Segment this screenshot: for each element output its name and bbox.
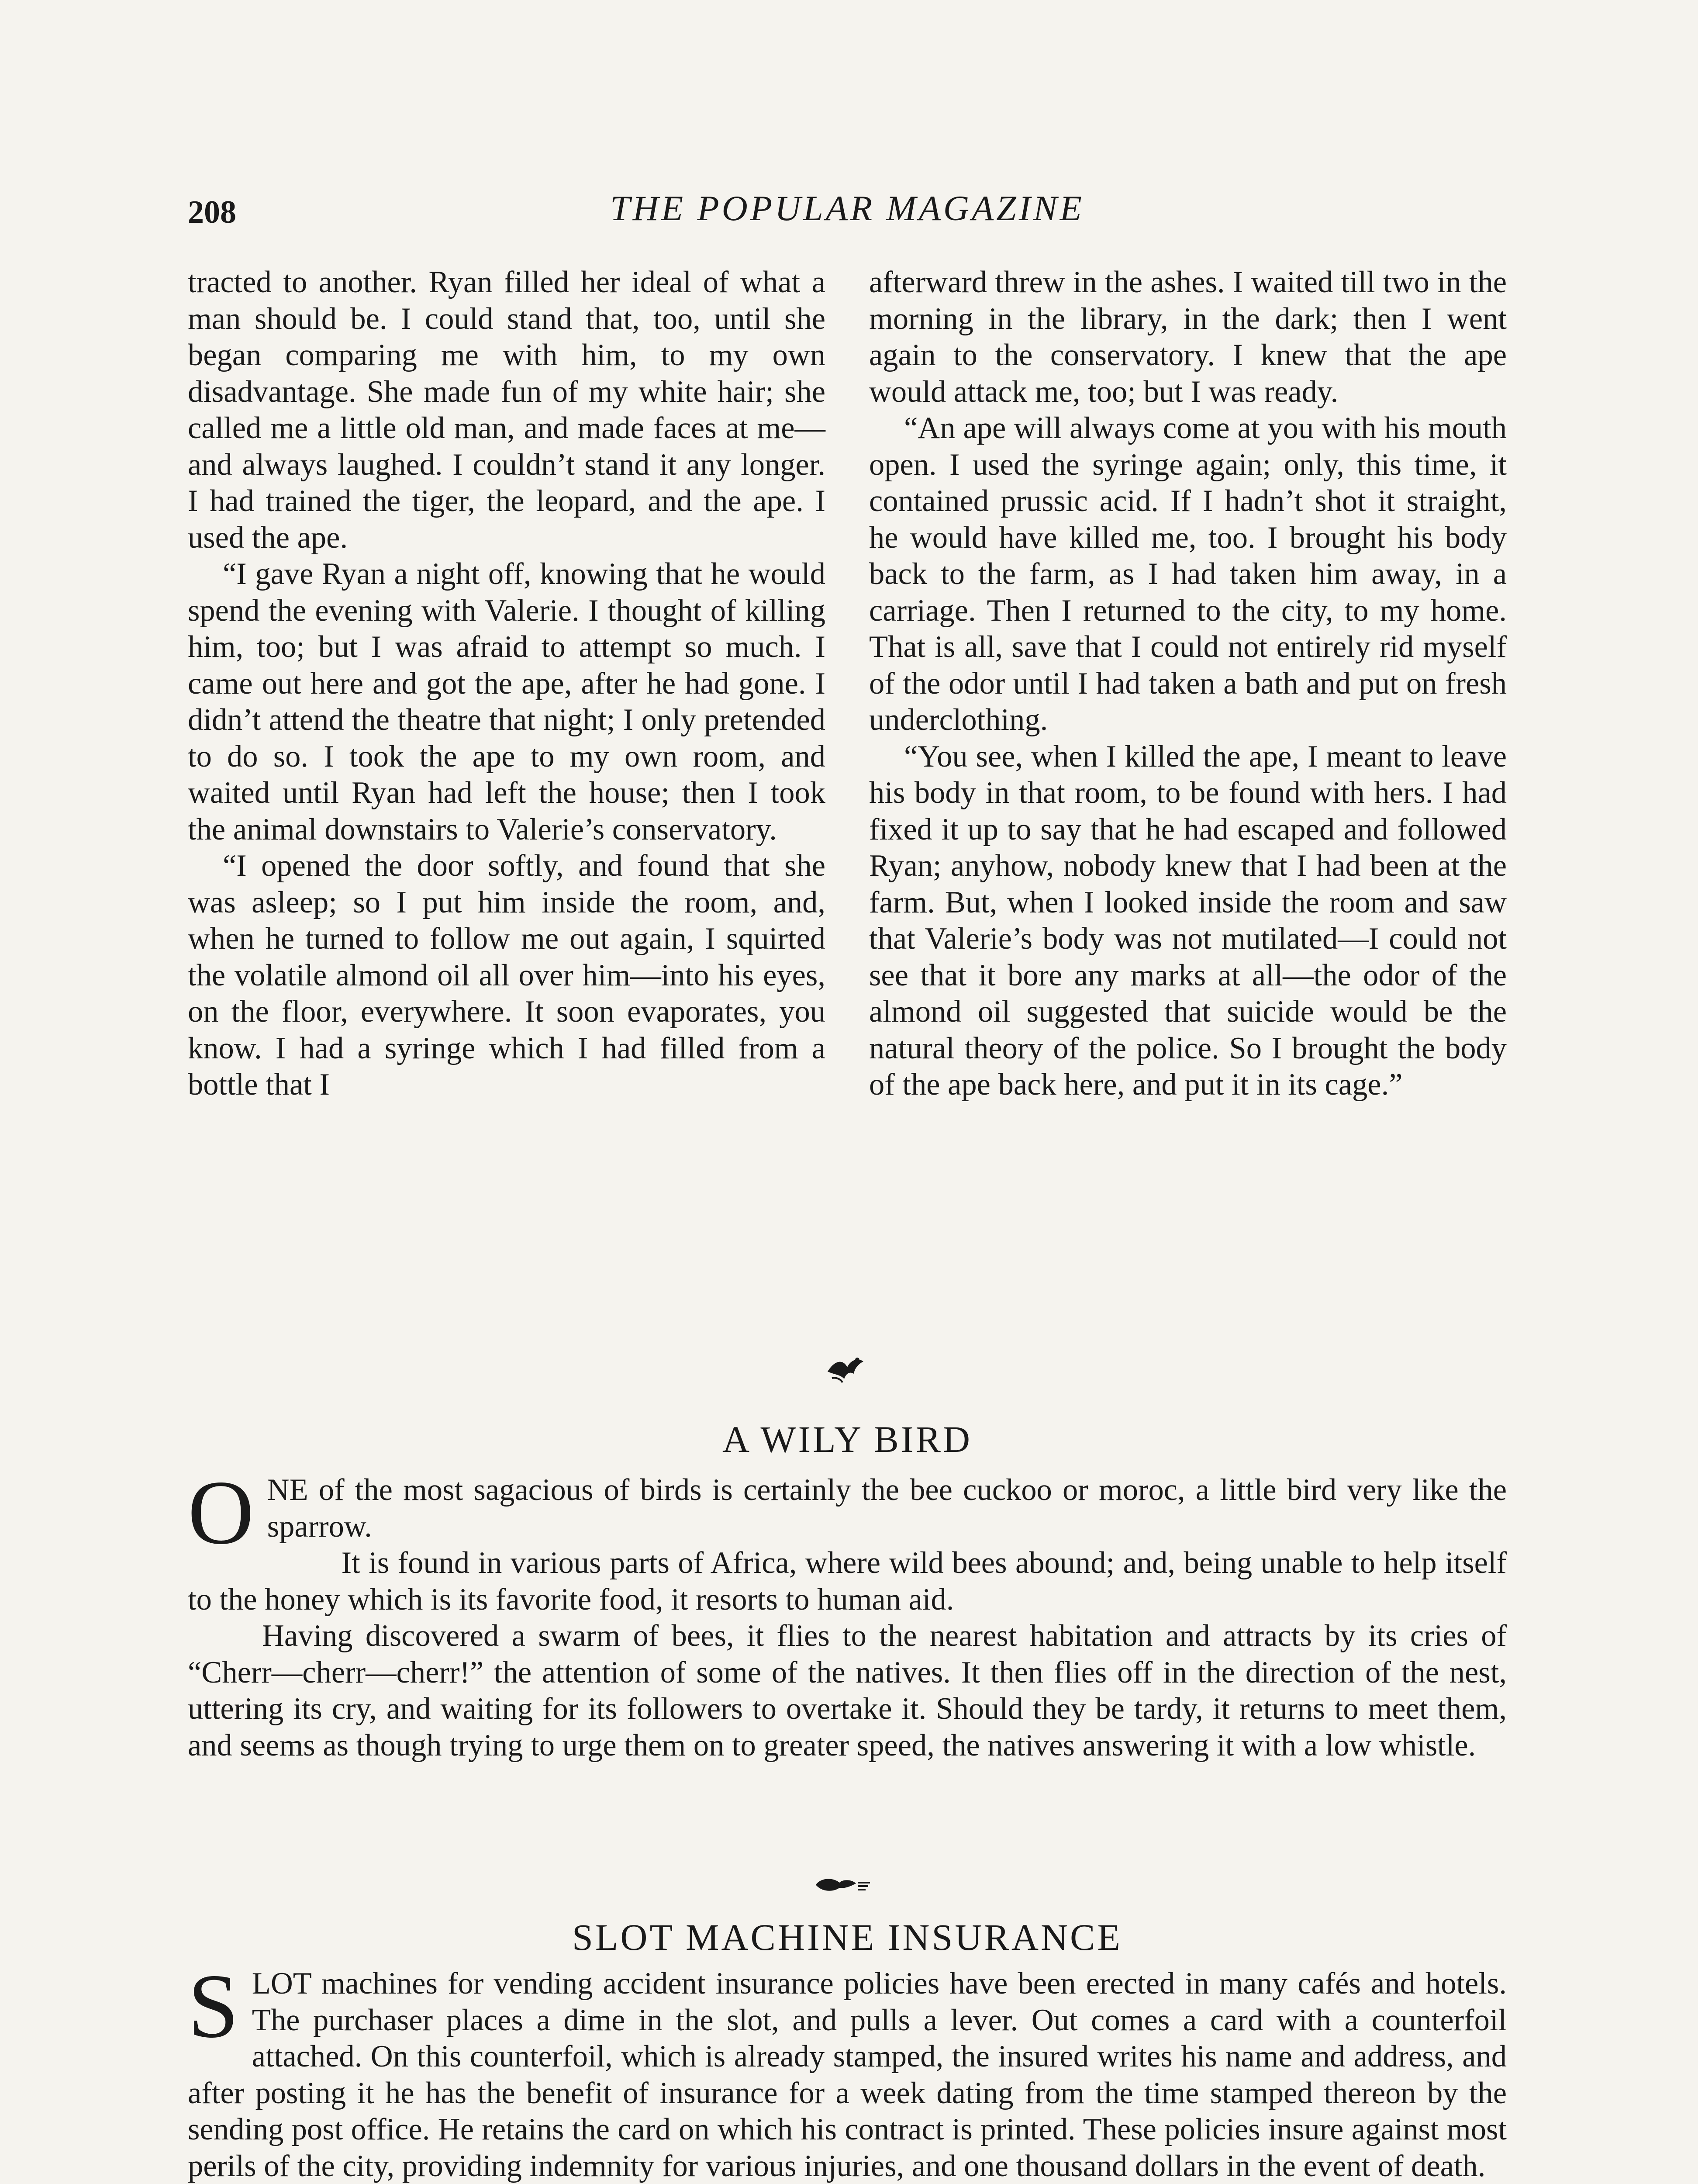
story-paragraph: afterward threw in the ashes. I waited till two in the morning in the library, in the dark; then I went again to the conservatory. I knew that the ape would attack me, too; but I was ready. (869, 265, 1507, 409)
article-title: SLOT MACHINE INSURANCE (572, 1916, 1122, 1958)
article-title: A WILY BIRD (722, 1418, 972, 1460)
left-column (188, 264, 825, 1103)
page-header (188, 183, 1507, 236)
running-head: THE POPULAR MAGAZINE (610, 188, 1084, 228)
article-paragraph: It is found in various parts of Africa, where wild bees abound; and, being unable to help itself to the honey which is its favorite food, it resorts to human aid. (188, 1546, 1507, 1617)
article-wily-bird (188, 1462, 1507, 1764)
lead-paragraph (188, 1956, 1507, 2184)
page-number: 208 (188, 194, 236, 230)
lead-paragraph (188, 1462, 1507, 1563)
story-paragraph: “You see, when I killed the ape, I meant to leave his body in that room, to be found with hers. I had fixed it up to say that he had escaped and followed Ryan; anyhow, nobody knew that I had been at the farm. But, when I looked inside the room and saw that Valerie’s body was not mutilated—I could not see that it bore any marks at all—the odor of the almond oil suggested that suicide would be the natural theory of the police. So I brought the body of the ape back here, and put it in its cage.” (869, 739, 1507, 1102)
story-paragraph: “An ape will always come at you with his mouth open. I used the syringe again; only, this time, it contained prussic acid. If I hadn’t shot it straight, he would have killed me, too. I brought his body back to the farm, as I had taken him away, in a carriage. Then I returned to the city, to my home. That is all, save that I could not entirely rid myself of the odor until I had taken a bath and put on fresh underclothing. (869, 411, 1507, 737)
fleuron-icon (823, 1352, 867, 1387)
story-paragraph: “I gave Ryan a night off, knowing that he would spend the evening with Valerie. I thought of killing him, too; but I was afraid to attempt so much. I came out here and got the ape, after he had gone. I didn’t attend the theatre that night; I only pretended to do so. I took the ape to my own room, and waited until Ryan had left the house; then I took the animal downstairs to Valerie’s conservatory. (188, 557, 825, 847)
story-paragraph: tracted to another. Ryan filled her ideal of what a man should be. I could stand that, too, until she began comparing me with him, to my own disadvantage. She made fun of my white hair; she called me a little old man, and made faces at me—and always laughed. I couldn’t stand it any longer. I had trained the tiger, the leopard, and the ape. I used the ape. (188, 265, 825, 555)
story-paragraph: “I opened the door softly, and found that she was asleep; so I put him inside the room, and, when he turned to follow me out again, I squirted the volatile almond oil all over him—into his eyes, on the floor, everywhere. It soon evaporates, you know. I had a syringe which I had filled from a bottle that I (188, 849, 825, 1102)
article-slot-machine (188, 1956, 1507, 2184)
lead-text: NE of the most sagacious of birds is certainly the bee cuckoo or moroc, a little bird very like the sparrow. (267, 1473, 1507, 1544)
lead-text: LOT machines for vending accident insurance policies have been erected in many cafés and hotels. The purchaser places a dime in the slot, and pulls a lever. Out comes a card with a counterfoil attached. On this counterfoil, which is already stamped, the insured writes his name and address, and after posting it he has the benefit of insurance for a week dating from the time stamped thereon by the sending post office. He retains the card on which his contract is printed. These policies insure against most perils of the city, providing indemnity for various injuries, and one thousand dollars in the event of death. (188, 1966, 1507, 2183)
article-paragraph: Having discovered a swarm of bees, it flies to the nearest habitation and attracts by its cries of “Cherr—cherr—cherr!” the attention of some of the natives. It then flies off in the direction of the nest, uttering its cry, and waiting for its followers to overtake it. Should they be tardy, it returns to meet them, and seems as though trying to urge them on to greater speed, the natives answering it with a low whistle. (188, 1619, 1507, 1762)
drop-cap: S (188, 1956, 239, 2057)
hand-fleuron-icon (812, 1874, 873, 1896)
drop-cap: O (188, 1462, 254, 1563)
right-column (869, 264, 1507, 1103)
